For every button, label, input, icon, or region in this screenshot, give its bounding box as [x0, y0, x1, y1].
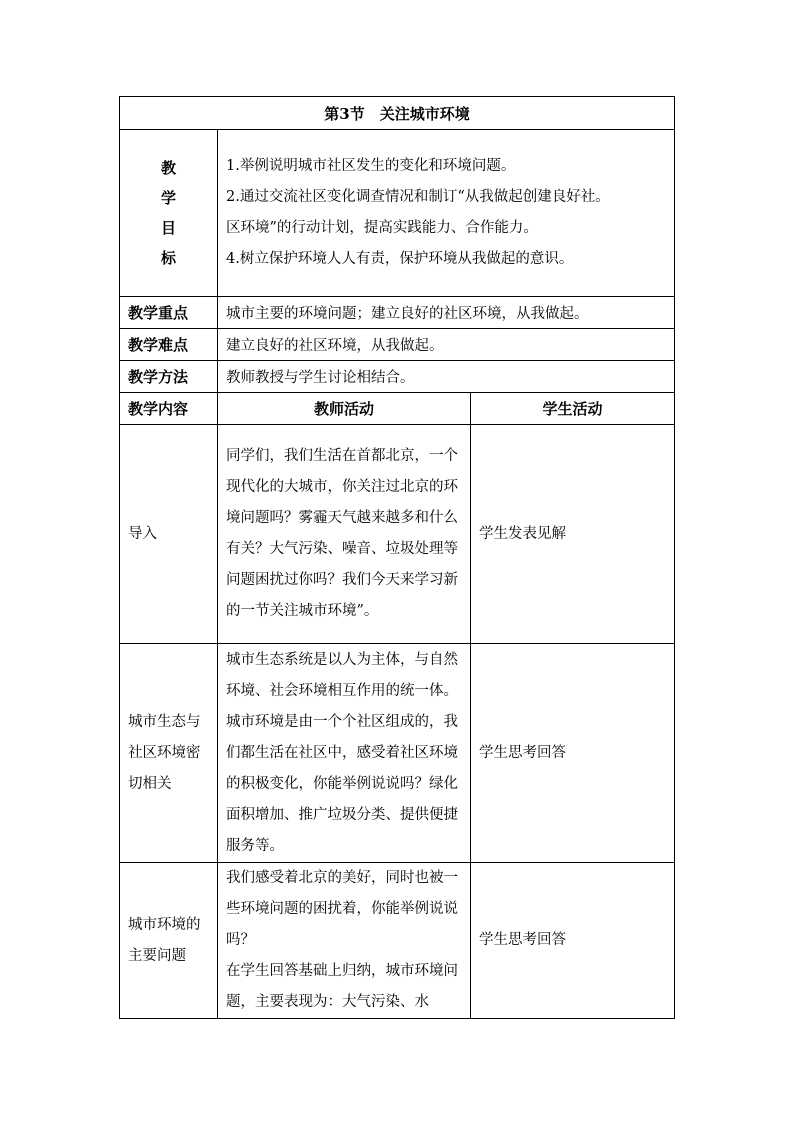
row-student: 学生思考回答	[471, 863, 675, 1019]
row-content: 城市生态与社区环境密切相关	[120, 644, 218, 863]
teacher-paragraph: 我们感受着北京的美好，同时也被一些环境问题的困扰着，你能举例说说吗？	[226, 870, 458, 948]
table-row	[120, 863, 675, 1019]
methods-value: 教师教授与学生讨论相结合。	[218, 361, 675, 393]
objectives-list	[218, 130, 675, 297]
objective-item: 1.举例说明城市社区发生的变化和环境问题。	[226, 158, 516, 174]
key-points-label: 教学重点	[120, 297, 218, 329]
row-content: 导入	[120, 425, 218, 644]
row-teacher	[218, 863, 471, 1019]
difficulties-row	[120, 329, 675, 361]
key-points-value: 城市主要的环境问题；建立良好的社区环境，从我做起。	[218, 297, 675, 329]
row-teacher	[218, 425, 471, 644]
objectives-label-char: 标	[160, 249, 176, 267]
objective-item: 4.树立保护环境人人有责，保护环境从我做起的意识。	[226, 251, 574, 267]
teacher-paragraph: 在学生回答基础上归纳，城市环境问题，主要表现为：大气污染、水	[226, 963, 458, 1010]
table-row	[120, 425, 675, 644]
methods-label: 教学方法	[120, 361, 218, 393]
objectives-label-char: 教	[160, 159, 176, 177]
column-header-content: 教学内容	[120, 393, 218, 425]
column-header-student: 学生活动	[471, 393, 675, 425]
objectives-label-char: 目	[160, 219, 176, 237]
teacher-paragraph: 同学们，我们生活在首都北京，一个现代化的大城市，你关注过北京的环境问题吗？雾霾天气越来越多和什么有关？大气污染、噪音、垃圾处理等问题困扰过你吗？我们今天来学习新的一节关注城市环境”。	[226, 448, 458, 619]
column-header-row	[120, 393, 675, 425]
lesson-title: 第3节 关注城市环境	[120, 97, 675, 130]
difficulties-label: 教学难点	[120, 329, 218, 361]
column-header-teacher: 教师活动	[218, 393, 471, 425]
row-teacher	[218, 644, 471, 863]
methods-row	[120, 361, 675, 393]
title-row	[120, 97, 675, 130]
table-row	[120, 644, 675, 863]
row-student: 学生思考回答	[471, 644, 675, 863]
row-content: 城市环境的主要问题	[120, 863, 218, 1019]
objectives-label-char: 学	[160, 189, 176, 207]
difficulties-value: 建立良好的社区环境，从我做起。	[218, 329, 675, 361]
objectives-label	[120, 130, 218, 297]
teacher-paragraph: 城市生态系统是以人为主体，与自然环境、社会环境相互作用的统一体。城市环境是由一个个社区组成的，我们都生活在社区中，感受着社区环境的积极变化，你能举例说说吗？绿化面积增加、推广垃圾分类、提供便捷服务等。	[226, 651, 458, 854]
objective-item: 2.通过交流社区变化调查情况和制订“从我做起创建良好社。	[226, 189, 610, 205]
key-points-row	[120, 297, 675, 329]
objectives-row	[120, 130, 675, 297]
objective-item: 区环境”的行动计划，提高实践能力、合作能力。	[226, 220, 538, 236]
row-student: 学生发表见解	[471, 425, 675, 644]
lesson-plan-table	[119, 96, 675, 1019]
